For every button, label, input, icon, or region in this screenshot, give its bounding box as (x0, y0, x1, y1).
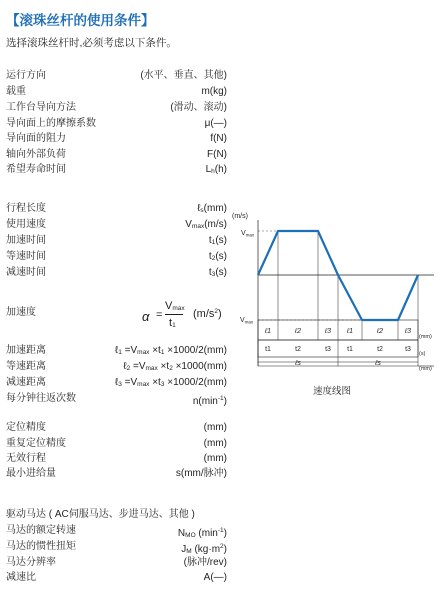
condition-label: 行程长度 (6, 203, 46, 214)
time-label: t2 (377, 346, 383, 353)
condition-label: 减速时间 (6, 267, 46, 278)
dist-label: ℓ2 (294, 328, 302, 335)
condition-row (6, 131, 227, 146)
stroke-unit: (mm) (419, 366, 432, 372)
time-label: t1 (347, 346, 353, 353)
condition-label: 等速时间 (6, 251, 46, 262)
alpha-symbol: α (142, 309, 150, 324)
condition-row (6, 233, 227, 248)
y-unit-label: (m/s) (232, 213, 248, 220)
condition-row (6, 466, 227, 481)
condition-row (6, 523, 227, 538)
condition-label: 最小进给量 (6, 468, 56, 479)
condition-row (6, 391, 227, 406)
condition-label: 运行方向 (6, 70, 46, 81)
dist-label: ℓ1 (346, 328, 354, 335)
acceleration-formula (136, 297, 236, 333)
acceleration-label: 加速度 (6, 307, 36, 318)
vmax-label: $V_{max}$ (241, 230, 255, 238)
condition-row (6, 451, 227, 466)
condition-label: 重复定位精度 (6, 438, 66, 449)
condition-label: 马达的惯性扭矩 (6, 541, 76, 552)
condition-value: (脉冲/rev) (183, 557, 227, 568)
stroke-label: ℓs (295, 360, 301, 367)
speed-diagram (232, 206, 442, 381)
condition-row (6, 539, 227, 554)
dist-unit: (mm) (419, 334, 432, 340)
intro-text: 选择滚珠丝杆时,必须考虑以下条件。 (6, 37, 177, 49)
condition-label: 希望寿命时间 (6, 164, 66, 175)
condition-value: A(—) (203, 572, 227, 583)
condition-label: 加速距离 (6, 345, 46, 356)
condition-row (6, 217, 227, 232)
formula-denominator: t1 (169, 317, 176, 329)
condition-row (6, 375, 227, 390)
condition-label: 减速比 (6, 572, 36, 583)
time-unit: (s) (419, 351, 426, 357)
formula-unit: $(m/s^2)$ (193, 308, 222, 320)
condition-value: (水平、垂直、其他) (140, 70, 227, 81)
condition-row (6, 100, 227, 115)
drive-heading: 驱动马达 ( AC伺服马达、步进马达、其他 ) (6, 509, 195, 520)
page-title: 【滚珠丝杆的使用条件】 (6, 13, 155, 28)
condition-value: (滑动、滚动) (170, 102, 227, 113)
condition-label: 载重 (6, 86, 26, 97)
dist-label: ℓ3 (404, 328, 412, 335)
condition-row (6, 116, 227, 131)
condition-row (6, 84, 227, 99)
condition-value: ℓs(mm) (197, 203, 227, 214)
condition-value: f(N) (210, 133, 227, 144)
condition-label: 每分钟往返次数 (6, 393, 76, 404)
time-label: t2 (295, 346, 301, 353)
condition-value: NMO $(\min^{-1})$ (177, 527, 227, 539)
time-label: t1 (265, 346, 271, 353)
stroke-label: ℓs (375, 360, 381, 367)
condition-row (6, 420, 227, 435)
condition-label: 导向面的阻力 (6, 133, 66, 144)
dist-label: ℓ2 (376, 328, 384, 335)
condition-row (6, 201, 227, 216)
condition-value: t1(s) (208, 235, 227, 246)
diagram-caption: 速度线图 (312, 386, 351, 397)
condition-value: (mm) (203, 453, 227, 464)
dist-label: ℓ1 (264, 328, 272, 335)
condition-label: 轴向外部负荷 (6, 149, 66, 160)
condition-row (6, 147, 227, 162)
condition-value: (mm) (203, 422, 227, 433)
condition-label: 无效行程 (6, 453, 46, 464)
condition-label: 马达分辨率 (6, 557, 56, 568)
condition-label: 减速距离 (6, 377, 46, 388)
condition-row (6, 162, 227, 177)
condition-label: 导向面上的摩擦系数 (6, 118, 96, 129)
condition-value: s(mm/脉冲) (175, 468, 227, 479)
dist-label: ℓ3 (324, 328, 332, 335)
interval-table (258, 320, 434, 366)
condition-row (6, 265, 227, 280)
condition-label: 工作台导向方法 (6, 102, 76, 113)
condition-value: $n(\min^{-1})$ (192, 395, 227, 407)
condition-value: μ(—) (204, 118, 227, 129)
condition-label: 等速距离 (6, 361, 46, 372)
condition-value: t3(s) (208, 267, 227, 278)
fraction-bar (165, 314, 183, 315)
condition-label: 定位精度 (6, 422, 46, 433)
condition-value: m(kg) (201, 86, 227, 97)
condition-value: ℓ1 =Vmax ×t1 ×1000/2(mm) (115, 345, 227, 356)
equals-sign: = (156, 309, 163, 321)
condition-label: 马达的额定转速 (6, 525, 76, 536)
condition-label: 加速时间 (6, 235, 46, 246)
vmax-negative-label: $V_{max}$ (240, 317, 254, 325)
distance-row (264, 328, 411, 335)
formula-numerator: Vmax (165, 300, 185, 312)
condition-row (6, 343, 227, 358)
condition-row (6, 249, 227, 264)
condition-row (6, 555, 227, 570)
condition-value: (mm) (203, 438, 227, 449)
time-label: t3 (325, 346, 331, 353)
condition-row (6, 436, 227, 451)
condition-row (6, 359, 227, 374)
condition-value: Lh(h) (205, 164, 227, 175)
condition-value: ℓ2 =Vmax ×t2 ×1000(mm) (123, 361, 227, 372)
condition-value: F(N) (207, 149, 227, 160)
condition-value: Vmax(m/s) (185, 219, 227, 230)
condition-value: t2(s) (208, 251, 227, 262)
time-label: t3 (405, 346, 411, 353)
condition-row (6, 68, 227, 83)
condition-value: ℓ3 =Vmax ×t3 ×1000/2(mm) (115, 377, 227, 388)
condition-label: 使用速度 (6, 219, 46, 230)
segment-boundaries (258, 231, 418, 366)
condition-row (6, 570, 227, 585)
condition-value: JM $(kg\cdot m^2)$ (181, 543, 227, 555)
guide-lines (258, 231, 362, 320)
